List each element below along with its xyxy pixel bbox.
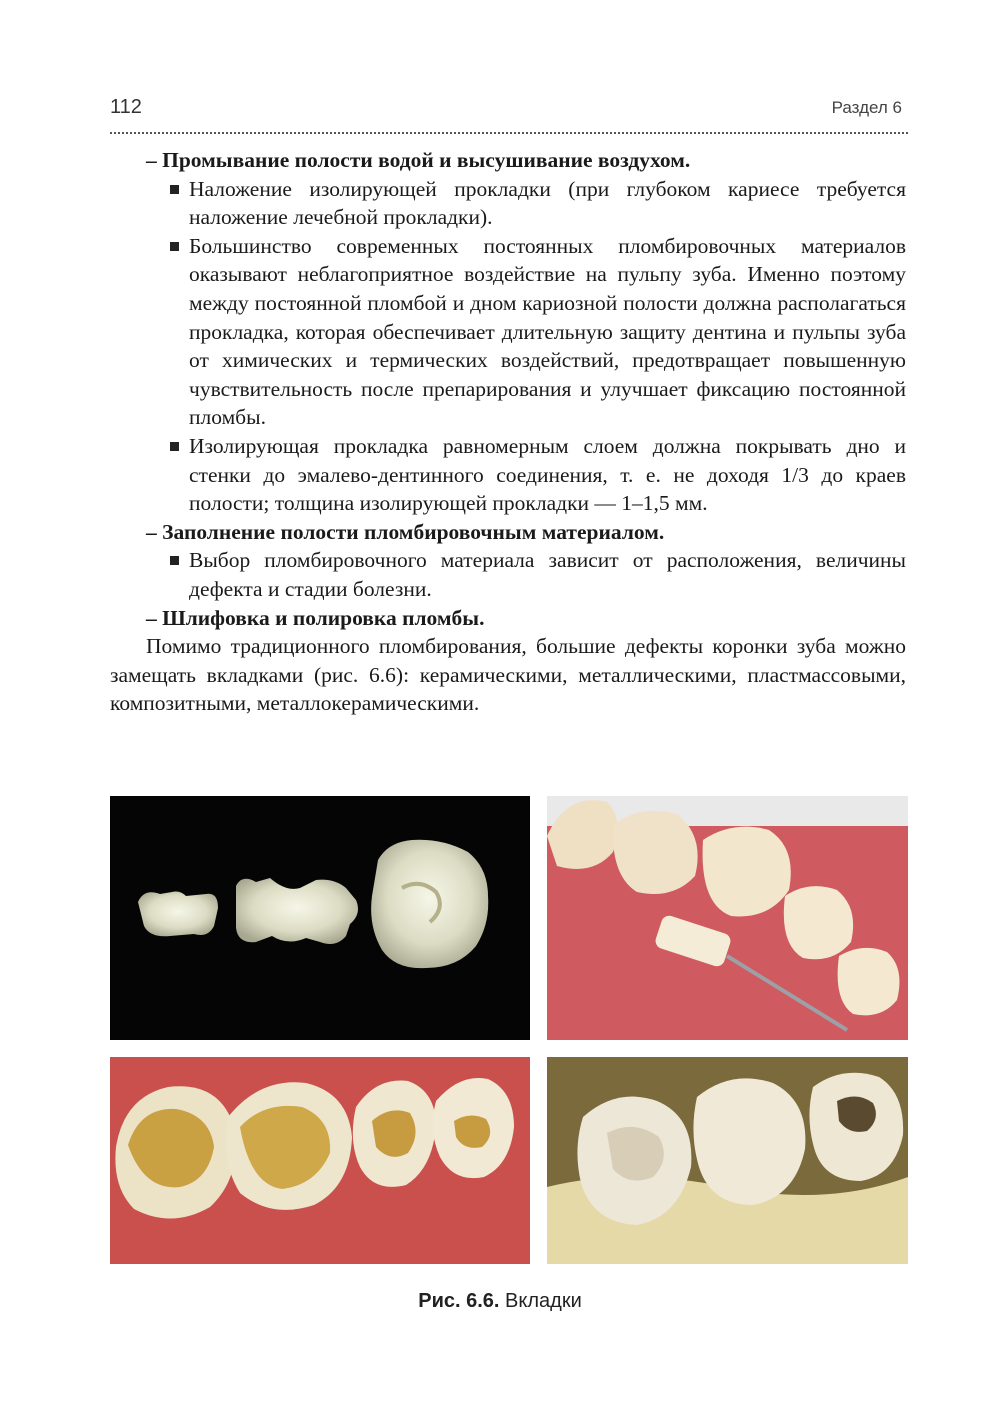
- step-polishing: – Шлифовка и полировка пломбы.: [146, 605, 485, 630]
- paragraph-inlays: Помимо традиционного пломбирования, большие дефекты коронки зуба можно замещать вкладками (рис. 6.6): керамическими, металлическими, пластмассовыми, композитными, металлокерамическими.: [110, 634, 906, 716]
- ceramic-inlays-image: [110, 796, 530, 1040]
- bullet-item: [146, 546, 906, 603]
- bullet-text: Наложение изолирующей прокладки (при глубоком кариесе требуется наложение лечебной прокладки).: [189, 176, 906, 230]
- square-bullet-icon: [170, 442, 179, 451]
- body-text: [110, 146, 906, 718]
- bullet-item: [146, 175, 906, 232]
- photo-ceramic-inlays: [110, 796, 530, 1040]
- page-number: 112: [110, 96, 142, 118]
- square-bullet-icon: [170, 242, 179, 251]
- bullet-item: [146, 232, 906, 432]
- photo-gold-inlays: [110, 1057, 530, 1264]
- bullet-item: [146, 432, 906, 518]
- ceramic-model-image: [547, 1057, 908, 1264]
- photo-ceramic-model: [547, 1057, 908, 1264]
- section-label: Раздел 6: [831, 98, 902, 117]
- photo-inlay-model: [547, 796, 908, 1040]
- gold-inlays-image: [110, 1057, 530, 1264]
- step-filling: – Заполнение полости пломбировочным материалом.: [146, 519, 665, 544]
- bullet-text: Выбор пломбировочного материала зависит от расположения, величины дефекта и стадии болезни.: [189, 548, 906, 601]
- square-bullet-icon: [170, 185, 179, 194]
- inlay-model-image: [547, 796, 908, 1040]
- caption-text: Вкладки: [499, 1290, 582, 1312]
- bullet-text: Большинство современных постоянных пломбировочных материалов оказывают неблагоприятное воздействие на пульпу зуба. Именно поэтому между постоянной пломбой и дном кариозной полости должна располагаться прокладка, которая обеспечивает длительную защиту дентина и пульпы зуба от химических и термических воздействий, предотвращает повышенную чувствительность после препарирования и улучшает фиксацию постоянной пломбы.: [189, 233, 906, 430]
- page-header: [110, 96, 908, 134]
- bullet-text: Изолирующая прокладка равномерным слоем должна покрывать дно и стенки до эмалево-дентинного соединения, т. е. не доходя 1/3 до краев полости; толщина изолирующей прокладки — 1–1,5 мм.: [189, 433, 906, 516]
- step-rinse-dry: – Промывание полости водой и высушивание воздухом.: [146, 148, 691, 172]
- square-bullet-icon: [170, 556, 179, 565]
- figure-inlays: [110, 796, 908, 1264]
- figure-caption: [0, 1290, 1000, 1313]
- caption-label: Рис. 6.6.: [418, 1290, 500, 1312]
